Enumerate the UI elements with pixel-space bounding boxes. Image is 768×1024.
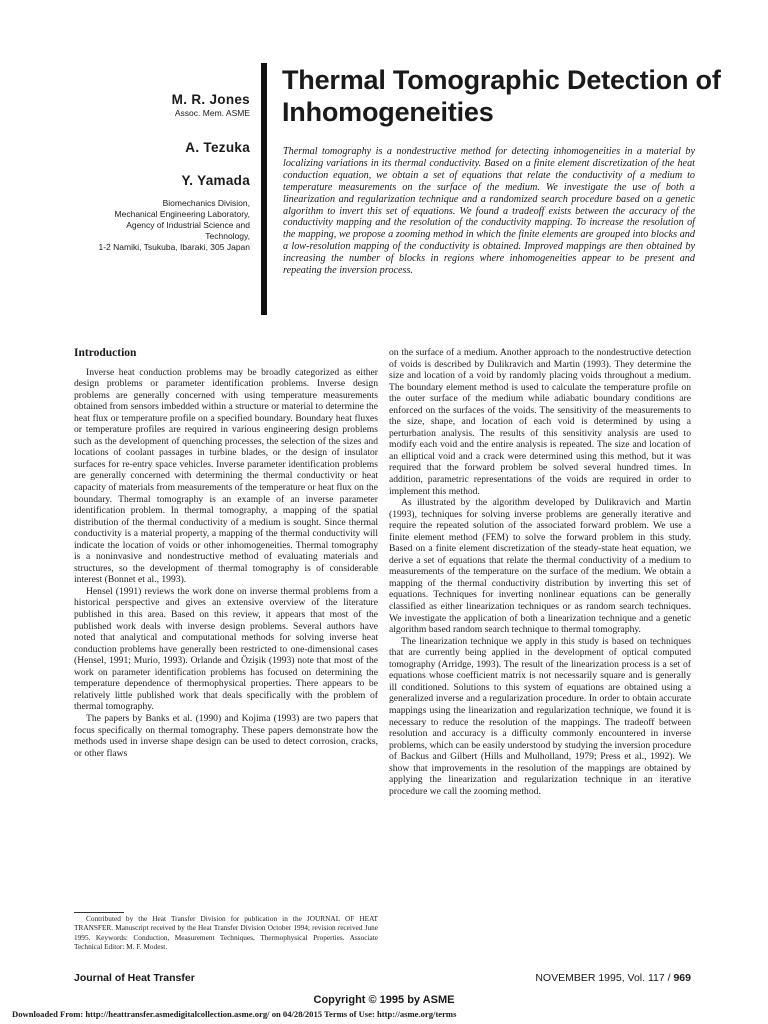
author-name: M. R. Jones: [171, 92, 250, 107]
body-paragraph: on the surface of a medium. Another approach to the nondestructive detection of voids is described by Dulikravich and Martin (1993). They determine the size and location of a void by randomly placing voids throughout a medium. The boundary element method is used to calculate the temperature profile on the outer surface of the medium while adiabatic boundary conditions are enforced on the surfaces of the voids. The sensitivity of the measurements to the size, shape, and location of each void is determined by using a perturbation analysis. The results of this sensitivity analysis are used to modify each void and the entire analysis is repeated. The size and location of an elliptical void and a crack were determined using this method, but it was required that the forward problem be solved several hundred times. In addition, parametric representations of the voids are required in order to implement this method.: [389, 347, 691, 497]
footnote: Contributed by the Heat Transfer Division for publication in the JOURNAL OF HEAT TRANSFER. Manuscript received by the Heat Transfer Division October 1994; revision received June 1995. Keywords: Conduction, Measurement Techniques, Thermophysical Properties. Associate Technical Editor: M. F. Modest.: [74, 914, 378, 952]
author-entry: [60, 173, 250, 188]
body-paragraph: Inverse heat conduction problems may be broadly categorized as either design problems or parameter identification problems. Inverse design problems are generally concerned with using temperature measurements obtained from sensors imbedded within a structure or material to determine the heat flux or temperature profile on a specified boundary. Boundary heat fluxes or temperature profiles are required in various engineering design problems such as the development of quenching processes, the selection of the sizes and locations of coolant passages in turbine blades, or the design of insulator surfaces for re-entry space vehicles. Inverse parameter identification problems are generally concerned with determining the thermal conductivity or heat capacity of materials from measurements of the temperature or heat flux on the boundary. Thermal tomography is an example of an inverse parameter identification problem. In thermal tomography, a mapping of the spatial distribution of the thermal conductivity of a medium is sought. Since thermal conductivity is a material property, a mapping of the thermal conductivity will indicate the location of voids or other inhomogeneities. Thermal tomography is a noninvasive and nondestructive method of evaluating materials and structures, so the development of thermal tomography is of considerable interest (Bonnet et al., 1993).: [74, 366, 378, 586]
affiliation-line: Agency of Industrial Science and: [126, 220, 250, 230]
left-column: [74, 348, 378, 759]
body-paragraph: Hensel (1991) reviews the work done on inverse thermal problems from a historical perspective and gives an extensive overview of the literature published in this area. Based on this review, it appears that most of the published work deals with inverse design problems. Several authors have noted that analytical and computational methods for solving inverse heat conduction problems have generally been restricted to one-dimensional cases (Hensel, 1991; Murio, 1993). Orlande and Özişik (1993) note that most of the work on parameter identification problems has focused on determining the temperature dependence of thermophysical properties. There appears to be relatively little published work that deals specifically with the problem of thermal tomography.: [74, 585, 378, 713]
author-block: [60, 92, 250, 253]
affiliation-line: Mechanical Engineering Laboratory,: [114, 209, 250, 219]
author-name: A. Tezuka: [185, 140, 250, 155]
affiliation-line: Biomechanics Division,: [162, 198, 250, 208]
footnote-rule: [74, 912, 124, 913]
affiliation-line: 1-2 Namiki, Tsukuba, Ibaraki, 305 Japan: [98, 242, 250, 252]
author-membership: Assoc. Mem. ASME: [174, 108, 250, 118]
author-name: Y. Yamada: [181, 173, 250, 188]
title-divider-bar: [261, 63, 267, 315]
issue-info: [535, 972, 691, 984]
affiliation-line: Technology,: [205, 231, 250, 241]
body-paragraph: As illustrated by the algorithm developed by Dulikravich and Martin (1993), techniques for solving inverse problems are generally iterative and require the repeated solution of the associated forward problem. We use a finite element method (FEM) to solve the forward problem in this study. Based on a finite element discretization of the steady-state heat equation, we derive a set of equations that relate the thermal conductivity of a medium to measurements of the temperature on the surface of the medium. We obtain a mapping of the thermal conductivity distribution by inverting this set of equations. Techniques for inverting nonlinear equations can be generally classified as either linearization techniques or as random search techniques. We investigate the application of both a linearization technique and a genetic algorithm based random search technique to thermal tomography.: [389, 497, 691, 636]
author-entry: [60, 140, 250, 155]
section-heading: Introduction: [74, 347, 137, 359]
body-paragraph: The papers by Banks et al. (1990) and Kojima (1993) are two papers that focus specifically on thermal tomography. These papers demonstrate how the methods used in inverse shape design can be used to detect corrosion, cracks, or other flaws: [74, 712, 378, 759]
abstract: Thermal tomography is a nondestructive method for detecting inhomogeneities in a material by localizing variations in its thermal conductivity. Based on a finite element discretization of the heat conduction equation, we obtain a set of equations that relate the conductivity of a medium to temperature measurements on the surface of the medium. We investigate the use of both a linearization and regularization technique and a randomized search procedure based on a genetic algorithm to invert this set of equations. We found a tradeoff exists between the accuracy of the conductivity mapping and the resolution of the conductivity mapping. To increase the resolution of the mapping, we propose a zooming method in which the finite elements are grouped into blocks and a low-resolution mapping of the conductivity is obtained. Improved mappings are then obtained by increasing the number of blocks in regions where inhomogeneities appear to be present and repeating the inversion process.: [283, 146, 695, 277]
journal-name: Journal of Heat Transfer: [74, 972, 195, 984]
copyright-line: Copyright © 1995 by ASME: [313, 994, 455, 1006]
institution-address: [60, 198, 250, 253]
body-paragraph: The linearization technique we apply in this study is based on techniques that are currently being applied in the development of optical computed tomography (Arridge, 1993). The result of the linearization process is a set of equations whose coefficient matrix is not necessarily square and is generally ill conditioned. Solutions to this system of equations are obtained using a generalized inverse and a regularization procedure. In order to obtain accurate mappings using the linearization and regularization technique, we found it is necessary to reduce the resolution of the mappings. The tradeoff between resolution and accuracy is a difficulty commonly encountered in inverse problems, which can be easily understood by studying the inversion procedure of Backus and Gilbert (Hills and Mulholland, 1979; Press et al., 1992). We show that improvements in the resolution of the mappings are obtained by applying the linearization and regularization technique in an iterative procedure we call the zooming method.: [389, 635, 691, 797]
right-column: [389, 347, 691, 797]
download-notice: Downloaded From: http://heattransfer.asmedigitalcollection.asme.org/ on 04/28/2015 Terms of Use: http://asme.org/terms: [12, 1009, 457, 1019]
page-number: 969: [673, 972, 691, 984]
paper-title: Thermal Tomographic Detection of Inhomogeneities: [282, 65, 721, 127]
issue-text: NOVEMBER 1995, Vol. 117 /: [535, 972, 671, 984]
author-entry: [60, 92, 250, 118]
